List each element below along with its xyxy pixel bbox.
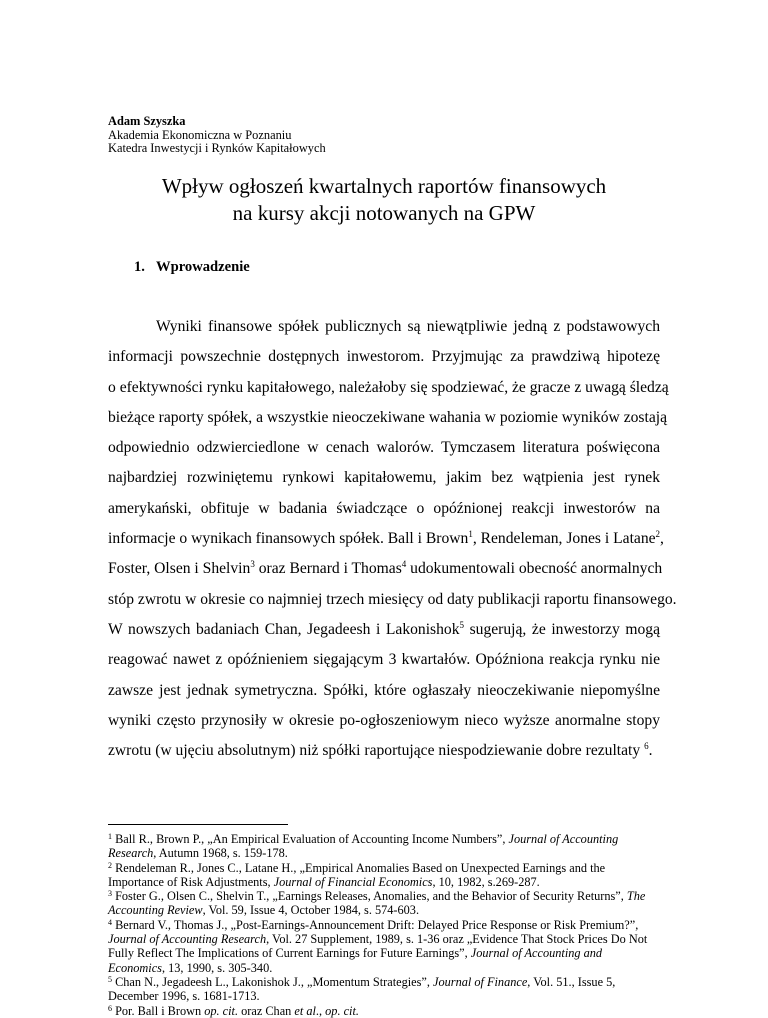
citation-abbrev: op. cit. <box>325 1003 359 1018</box>
footnote-marker: 2 <box>108 860 112 870</box>
paper-title <box>108 173 660 227</box>
text-run: , Vol. 59, Issue 4, October 1984, s. 574-603. <box>202 903 420 918</box>
text-run: informacje o wynikach finansowych spółek. Ball i Brown <box>108 530 469 548</box>
journal-name: Journal of Accounting Research <box>108 832 619 861</box>
footnote-2 <box>108 861 660 890</box>
text-run: Foster G., Olsen C., Shelvin T., „Earnings Releases, Anomalies, and the Behavior of Security Returns”, <box>112 889 627 904</box>
text-run: zwrotu (w ujęciu absolutnym) niż spółki raportujące niespodziewanie dobre rezultaty <box>108 742 641 760</box>
paragraph-line: stóp zwrotu w okresie co najmniej trzech miesięcy od daty publikacji raportu finansowego. <box>108 590 677 608</box>
text-run: ., <box>315 1003 326 1018</box>
text-run: , <box>660 530 664 548</box>
paragraph-line: informacji powszechnie dostępnych inwestorom. Przyjmując za prawdziwą hipotezę <box>108 348 660 366</box>
footnote-marker: 5 <box>108 974 112 984</box>
paragraph-line: reagować nawet z opóźnieniem sięgającym 3 kwartałów. Opóźniona reakcja rynku nie <box>108 651 660 669</box>
text-run: Rendeleman R., Jones C., Latane H., „Empirical Anomalies Based on Unexpected Earnings and the Importance of Risk Adjustments, <box>108 860 606 889</box>
paragraph-line: Wyniki finansowe spółek publicznych są niewątpliwie jedną z podstawowych <box>156 318 660 335</box>
text-run: , 10, 1982, s.269-287. <box>432 874 540 889</box>
journal-name: Journal of Accounting and Economics <box>108 946 603 975</box>
department: Katedra Inwestycji i Rynków Kapitałowych <box>108 141 326 155</box>
paragraph-line: amerykański, obfituje w badania świadczące o opóźnionej reakcji inwestorów na <box>108 499 660 517</box>
text-run: oraz Bernard i Thomas <box>254 560 402 578</box>
author-affiliation <box>108 115 326 156</box>
footnote-ref-2[interactable]: 2 <box>655 529 661 540</box>
text-run: udokumentowali obecność anormalnych <box>406 560 663 578</box>
text-run: Por. Ball i Brown <box>112 1003 205 1018</box>
footnote-5 <box>108 975 660 1004</box>
footnote-ref-3[interactable]: 3 <box>250 559 255 570</box>
text-run: , 13, 1990, s. 305-340. <box>161 960 273 975</box>
footnote-marker: 1 <box>108 832 112 841</box>
footnote-ref-4[interactable]: 4 <box>401 559 407 570</box>
footnotes <box>108 832 660 1018</box>
text-run: Chan N., Jegadeesh L., Lakonishok J., „Momentum Strategies”, <box>112 974 434 989</box>
paragraph-line <box>108 554 663 584</box>
footnote-4 <box>108 918 660 975</box>
body-paragraph <box>108 312 677 766</box>
footnote-ref-6[interactable]: 6 <box>644 741 649 752</box>
section-heading <box>134 259 250 276</box>
paragraph-line: odpowiednio odzwierciedlone w cenach walorów. Tymczasem literatura poświęcona <box>108 439 660 457</box>
text-run: oraz Chan <box>238 1003 295 1018</box>
paragraph-line: najbardziej rozwiniętemu rynkowi kapitałowemu, jakim bez wątpienia jest rynek <box>108 469 660 487</box>
footnote-ref-5[interactable]: 5 <box>459 619 465 630</box>
journal-name: Journal of Accounting Research <box>108 932 267 947</box>
author-name: Adam Szyszka <box>108 114 186 128</box>
footnote-3 <box>108 889 660 918</box>
text-run: Ball R., Brown P., „An Empirical Evaluation of Accounting Income Numbers”, <box>112 832 509 846</box>
section-title: Wprowadzenie <box>156 259 250 275</box>
text-run: , Rendeleman, Jones i Latane <box>472 530 656 548</box>
section-number: 1. <box>134 259 145 275</box>
journal-name: Journal of Financial Economics <box>273 874 433 889</box>
title-line-1: Wpływ ogłoszeń kwartalnych raportów finansowych <box>161 174 607 198</box>
text-run: sugerują, że inwestorzy mogą <box>464 620 660 638</box>
text-run: , Vol. 51., Issue 5, December 1996, s. 1681-1713. <box>108 974 616 1004</box>
text-run: . <box>648 742 653 760</box>
institution: Akademia Ekonomiczna w Poznaniu <box>108 127 292 142</box>
footnote-marker: 6 <box>108 1003 112 1013</box>
paragraph-line: bieżące raporty spółek, a wszystkie nieoczekiwane wahania w poziomie wyników zostają <box>108 408 667 426</box>
title-line-2: na kursy akcji notowanych na GPW <box>232 201 536 225</box>
footnote-ref-1[interactable]: 1 <box>468 529 473 540</box>
text-run: W nowszych badaniach Chan, Jegadeesh i Lakonishok <box>108 620 460 638</box>
citation-abbrev: op. cit. <box>204 1003 239 1018</box>
citation-abbrev: et al <box>294 1003 316 1018</box>
footnote-marker: 4 <box>108 917 112 927</box>
paragraph-line: wyniki często przynosiły w okresie po-ogłoszeniowym nieco wyższe anormalne stopy <box>108 711 660 729</box>
text-run: , Autumn 1968, s. 159-178. <box>153 846 288 861</box>
journal-name: The Accounting Review <box>108 889 646 918</box>
footnote-6 <box>108 1004 660 1018</box>
text-run: Foster, Olsen i Shelvin <box>108 560 251 578</box>
paragraph-line: zawsze jest jednak symetryczna. Spółki, które ogłaszały nieoczekiwanie niepomyślne <box>108 681 660 699</box>
footnote-separator <box>108 824 288 825</box>
text-run: , Vol. 27 Supplement, 1989, s. 1-36 oraz „Evidence That Stock Prices Do Not Fully Reflect The Implications of Current Earnings for Future Earnings”, <box>108 932 648 961</box>
paragraph-line: o efektywności rynku kapitałowego, należałoby się spodziewać, że gracze z uwagą śledzą <box>108 378 669 396</box>
paragraph-line <box>108 524 664 554</box>
text-run: Bernard V., Thomas J., „Post-Earnings-Announcement Drift: Delayed Price Response or Risk Premium?”, <box>112 917 639 932</box>
footnote-marker: 3 <box>108 889 112 899</box>
paragraph-line <box>108 736 660 766</box>
journal-name: Journal of Finance <box>433 974 528 989</box>
footnote-1 <box>108 832 660 861</box>
paragraph-line <box>108 615 660 645</box>
